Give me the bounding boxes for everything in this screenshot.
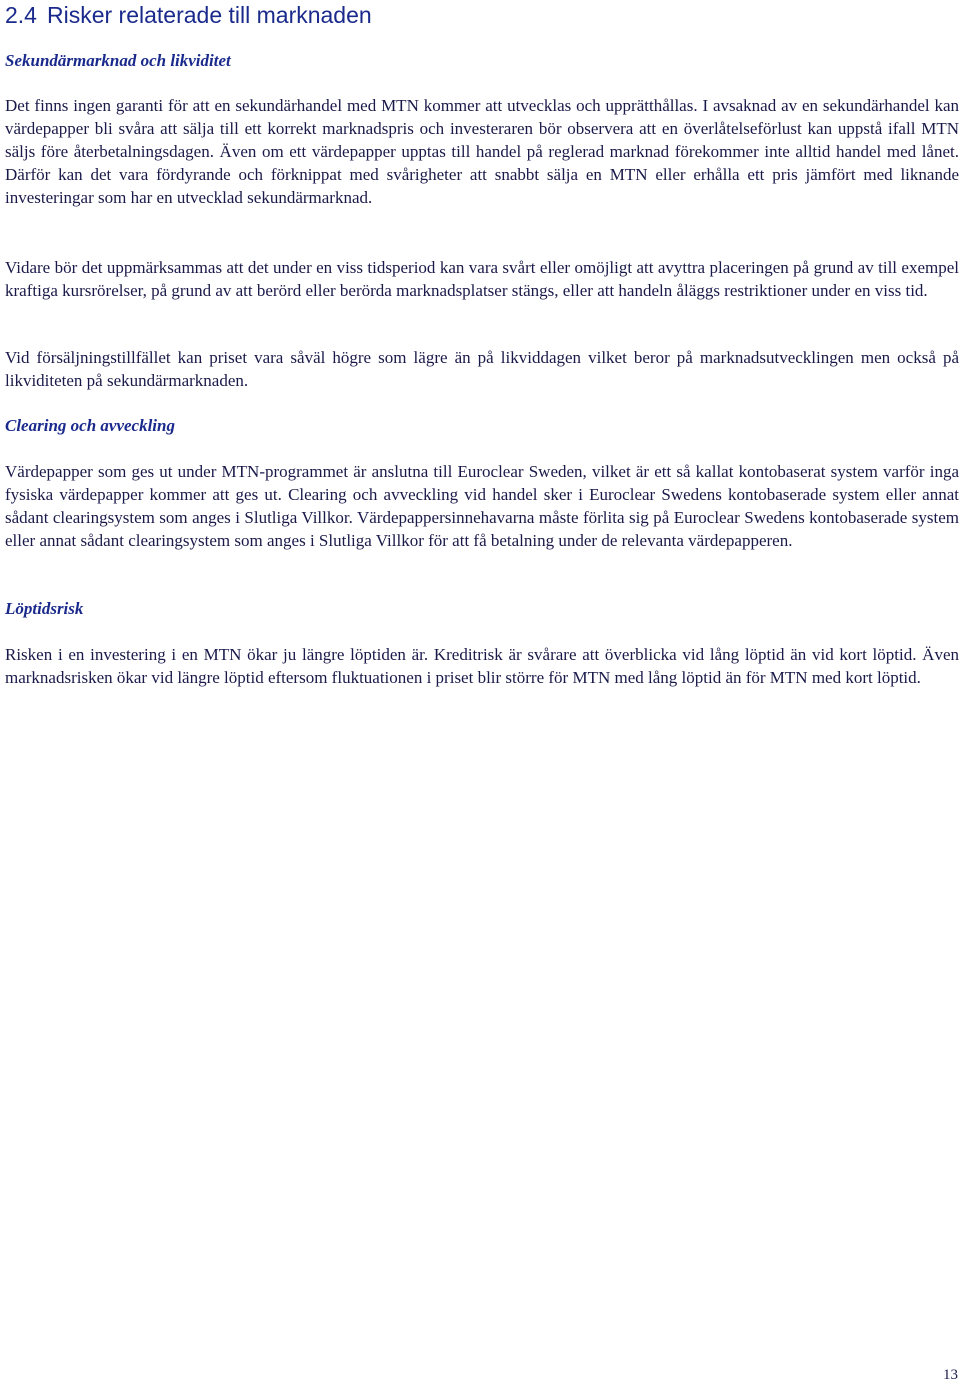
paragraph: Vid försäljningstillfället kan priset vara såväl högre som lägre än på likviddagen vilket beror på marknadsutvecklingen men också på likviditeten på sekundärmarknaden.	[5, 348, 959, 390]
subheading-sekundarmarknad: Sekundärmarknad och likviditet	[5, 51, 231, 70]
section-number: 2.4	[5, 2, 37, 28]
section-title: Risker relaterade till marknaden	[46, 2, 372, 28]
paragraph: Värdepapper som ges ut under MTN-programmet är anslutna till Euroclear Sweden, vilket är ett så kallat kontobaserat system varför inga fysiska värdepapper kommer att ges ut. Clearing och avveckling vid handel sker i Euroclear Swedens kontobaserade system eller annat sådant clearingsystem som anges i Slutliga Villkor. Värdepappersinnehavarna måste förlita sig på Euroclear Swedens kontobaserade system eller annat sådant clearingsystem som anges i Slutliga Villkor för att få betalning under de relevanta värdepapperen.	[5, 462, 959, 550]
paragraph: Det finns ingen garanti för att en sekundärhandel med MTN kommer att utvecklas och upprätthållas. I avsaknad av en sekundärhandel kan värdepapper bli svåra att sälja till ett korrekt marknadspris och investeraren bör observera att en överlåtelseförlust kan uppstå ifall MTN säljs före återbetalningsdagen. Även om ett värdepapper upptas till handel på reglerad marknad förekommer inte alltid handel med lånet. Därför kan det vara fördyrande och förknippat med svårigheter att snabbt sälja en MTN eller erhålla ett pris jämfört med liknande investeringar som har en utvecklad sekundärmarknad.	[5, 96, 959, 207]
subheading-loptidsrisk: Löptidsrisk	[5, 599, 84, 618]
page-number: 13	[943, 1367, 958, 1383]
section-heading	[5, 2, 372, 29]
paragraph: Risken i en investering i en MTN ökar ju längre löptiden är. Kreditrisk är svårare att överblicka vid lång löptid än vid kort löptid. Även marknadsrisken ökar vid längre löptid eftersom fluktuationen i priset blir större för MTN med lång löptid än för MTN med kort löptid.	[5, 645, 959, 687]
paragraph: Vidare bör det uppmärksammas att det under en viss tidsperiod kan vara svårt eller omöjligt att avyttra placeringen på grund av till exempel kraftiga kursrörelser, på grund av att berörd eller berörda marknadsplatser stängs, eller att handeln åläggs restriktioner under en viss tid.	[5, 258, 959, 300]
subheading-clearing: Clearing och avveckling	[5, 416, 175, 435]
